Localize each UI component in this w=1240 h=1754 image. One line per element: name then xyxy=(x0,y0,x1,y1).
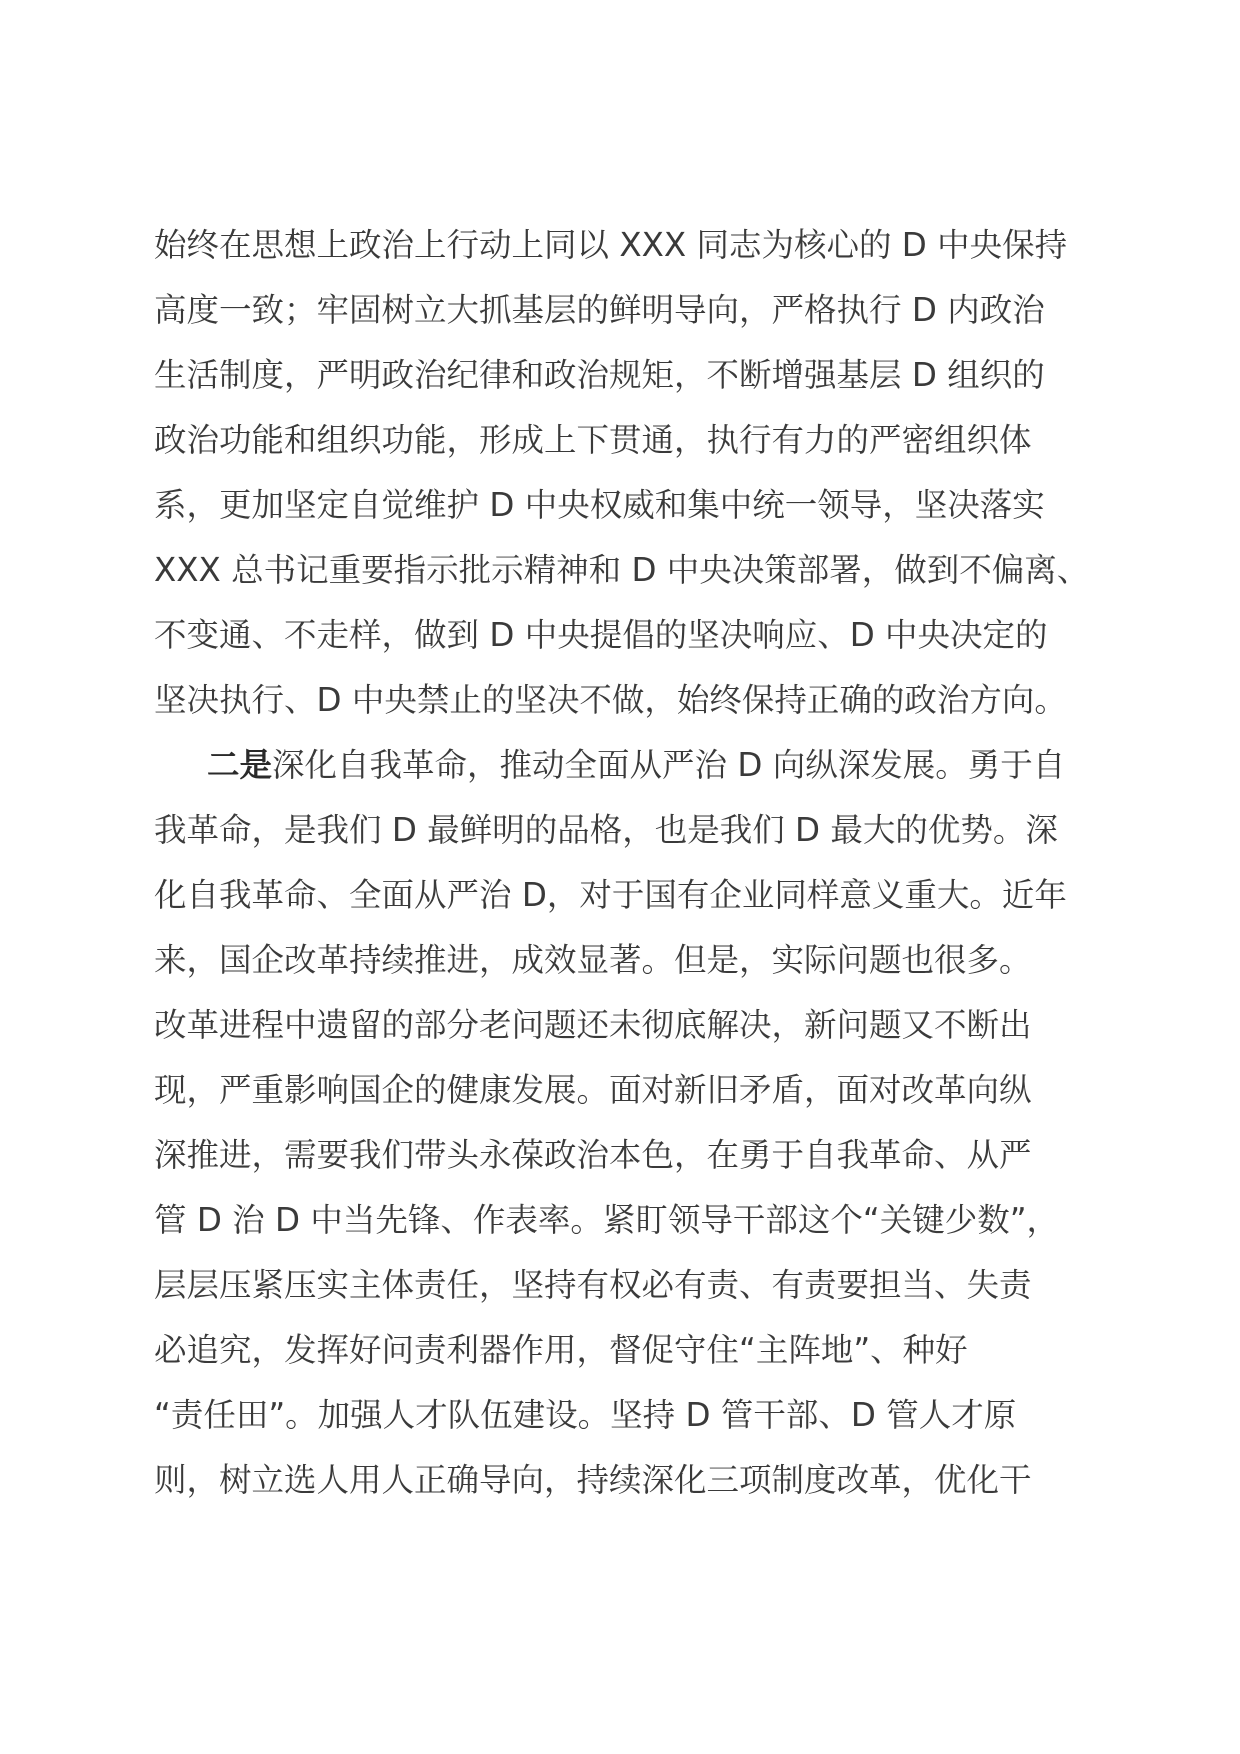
text-line: 深推进，需要我们带头永葆政治本色，在勇于自我革命、从严 xyxy=(154,1136,1032,1174)
text-line: 现，严重影响国企的健康发展。面对新旧矛盾，面对改革向纵 xyxy=(154,1071,1032,1109)
text-line: 系，更加坚定自觉维护 D 中央权威和集中统一领导，坚决落实 xyxy=(154,486,1045,524)
text-line: 我革命，是我们 D 最鲜明的品格，也是我们 D 最大的优势。深 xyxy=(154,811,1058,849)
text-line: 坚决执行、D 中央禁止的坚决不做，始终保持正确的政治方向。 xyxy=(154,681,1067,719)
text-line: 不变通、不走样，做到 D 中央提倡的坚决响应、D 中央决定的 xyxy=(154,616,1048,654)
text-line: 层层压紧压实主体责任，坚持有权必有责、有责要担当、失责 xyxy=(154,1266,1032,1304)
text-line: “责任田”。加强人才队伍建设。坚持 D 管干部、D 管人才原 xyxy=(154,1396,1017,1434)
text-line: 化自我革命、全面从严治 D，对于国有企业同样意义重大。近年 xyxy=(154,876,1067,914)
paragraph-lead: 二是 xyxy=(207,746,273,784)
text-line: 管 D 治 D 中当先锋、作表率。紧盯领导干部这个“关键少数”， xyxy=(154,1201,1060,1239)
text-line: 则，树立选人用人正确导向，持续深化三项制度改革，优化干 xyxy=(154,1461,1032,1499)
text-line: 高度一致；牢固树立大抓基层的鲜明导向，严格执行 D 内政治 xyxy=(154,291,1045,329)
text-line: XXX 总书记重要指示批示精神和 D 中央决策部署，做到不偏离、 xyxy=(154,551,1090,589)
text-line-rest: 深化自我革命，推动全面从严治 D 向纵深发展。勇于自 xyxy=(272,746,1066,784)
text-line: 必追究，发挥好问责利器作用，督促守住“主阵地”、种好 xyxy=(154,1331,968,1369)
text-line: 生活制度，严明政治纪律和政治规矩，不断增强基层 D 组织的 xyxy=(154,356,1045,394)
text-line: 来，国企改革持续推进，成效显著。但是，实际问题也很多。 xyxy=(154,941,1032,979)
text-line xyxy=(207,735,1065,795)
text-line: 改革进程中遗留的部分老问题还未彻底解决，新问题又不断出 xyxy=(154,1006,1032,1044)
text-line: 始终在思想上政治上行动上同以 XXX 同志为核心的 D 中央保持 xyxy=(154,226,1068,264)
text-line: 政治功能和组织功能，形成上下贯通，执行有力的严密组织体 xyxy=(154,421,1032,459)
